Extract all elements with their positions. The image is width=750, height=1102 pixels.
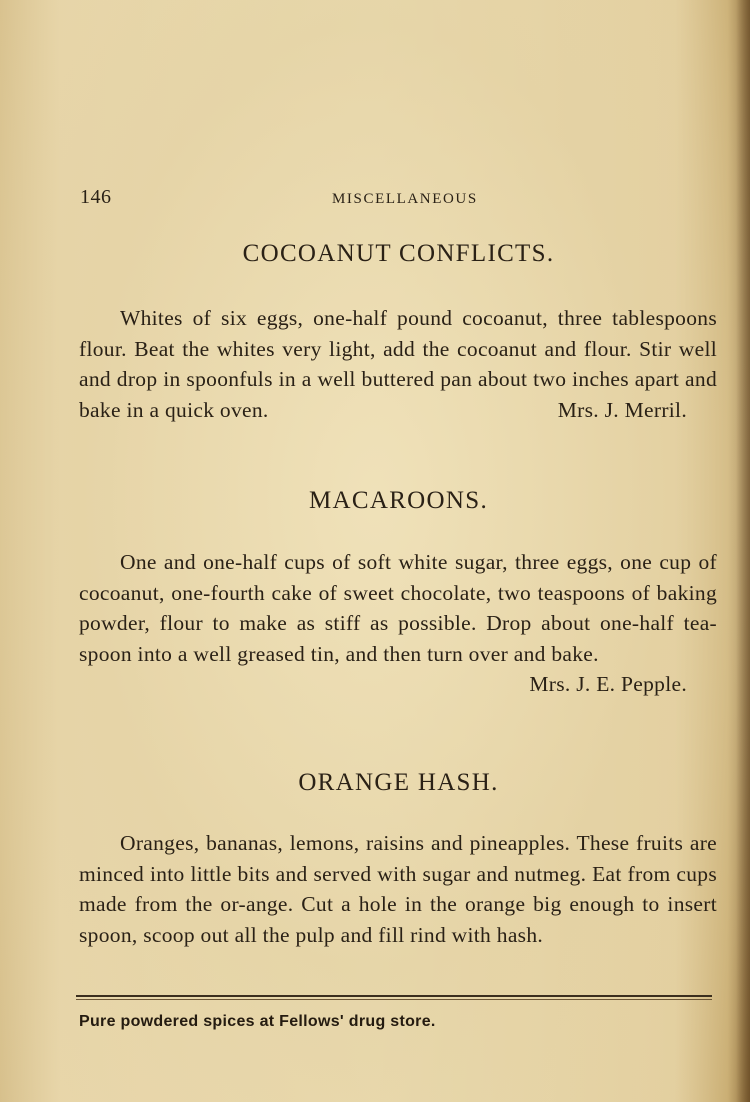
running-head: MISCELLANEOUS bbox=[332, 191, 478, 207]
recipe-body-orange-hash bbox=[79, 828, 717, 950]
page-number: 146 bbox=[80, 186, 112, 208]
footer-rule-thin bbox=[76, 999, 712, 1000]
recipe-signature: Mrs. J. Merril. bbox=[557, 397, 687, 422]
recipe-title-orange-hash: ORANGE HASH. bbox=[298, 769, 499, 796]
recipe-signature: Mrs. J. E. Pepple. bbox=[529, 672, 687, 696]
footer-advertisement: Pure powdered spices at Fellows' drug store. bbox=[79, 1013, 436, 1030]
recipe-text: One and one-half cups of soft white sugar, three eggs, one cup of cocoanut, one-fourth cake of sweet chocolate, two teaspoons of baking powder, flour to make as stiff as possible. Drop about one-half tea-spoon into a well greased tin, and then turn over and bake. bbox=[79, 550, 717, 666]
page-edge-shadow bbox=[736, 0, 750, 1102]
recipe-text: Whites of six eggs, one-half pound cocoanut, three tablespoons flour. Beat the whites very light, add the cocoanut and flour. Stir well and drop in spoonfuls in a well buttered pan about two inches apart and bake in a quick oven. bbox=[79, 306, 717, 422]
recipe-body-macaroons bbox=[79, 547, 717, 700]
recipe-body-cocoanut-conflicts bbox=[79, 303, 717, 425]
recipe-text: Oranges, bananas, lemons, raisins and pineapples. These fruits are minced into little bits and served with sugar and nutmeg. Eat from cups made from the or-ange. Cut a hole in the orange big enough to insert spoon, scoop out all the pulp and fill rind with hash. bbox=[79, 831, 717, 947]
footer-rule bbox=[76, 995, 712, 997]
recipe-title-cocoanut-conflicts: COCOANUT CONFLICTS. bbox=[242, 240, 555, 267]
recipe-title-macaroons: MACAROONS. bbox=[308, 487, 488, 514]
